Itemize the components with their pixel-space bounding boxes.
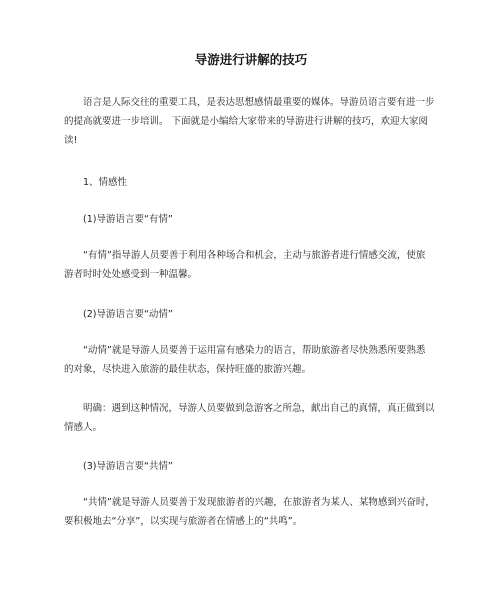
note-line-1: 明确：遇到这种情况，导游人员要做到急游客之所急，献出自己的真情，真正做到以 bbox=[83, 403, 435, 414]
paragraph-note bbox=[64, 399, 454, 437]
intro-line-3: 读! bbox=[64, 135, 78, 146]
intro-paragraph bbox=[64, 93, 454, 150]
move-emotion-line-1: “动情”就是导游人员要善于运用富有感染力的语言，帮助旅游者尽快熟悉所要熟悉 bbox=[83, 345, 426, 356]
paragraph-move-emotion bbox=[64, 341, 454, 379]
paragraph-have-emotion bbox=[64, 246, 454, 284]
note-line-2: 情感人。 bbox=[64, 422, 103, 433]
subheading-move-emotion: (2)导游语言要“动情” bbox=[83, 309, 173, 320]
subheading-share-emotion: (3)导游语言要“共情” bbox=[83, 461, 173, 472]
paragraph-share-emotion bbox=[64, 493, 454, 531]
document-title: 导游进行讲解的技巧 bbox=[194, 52, 308, 67]
section-heading-emotion: 1、情感性 bbox=[83, 177, 128, 188]
share-emotion-line-1: “共情”就是导游人员要善于发现旅游者的兴趣，在旅游者为某人、某物感到兴奋时， bbox=[83, 497, 435, 508]
have-emotion-line-2: 游者时时处处感受到一种温馨。 bbox=[64, 269, 198, 280]
subheading-have-emotion: (1)导游语言要“有情” bbox=[83, 214, 173, 225]
move-emotion-line-2: 的对象，尽快进入旅游的最佳状态，保持旺盛的旅游兴趣。 bbox=[64, 364, 312, 375]
intro-line-2: 的提高就要进一步培训。 下面就是小编给大家带来的导游进行讲解的技巧，欢迎大家阅 bbox=[64, 116, 429, 127]
intro-line-1: 语言是人际交往的重要工具，是表达思想感情最重要的媒体。导游员语言要有进一步 bbox=[83, 97, 435, 108]
share-emotion-line-2: 要积极地去“分享”，以实现与旅游者在情感上的“共鸣”。 bbox=[64, 516, 303, 527]
have-emotion-line-1: “有情”指导游人员要善于利用各种场合和机会，主动与旅游者进行情感交流，使旅 bbox=[83, 250, 426, 261]
